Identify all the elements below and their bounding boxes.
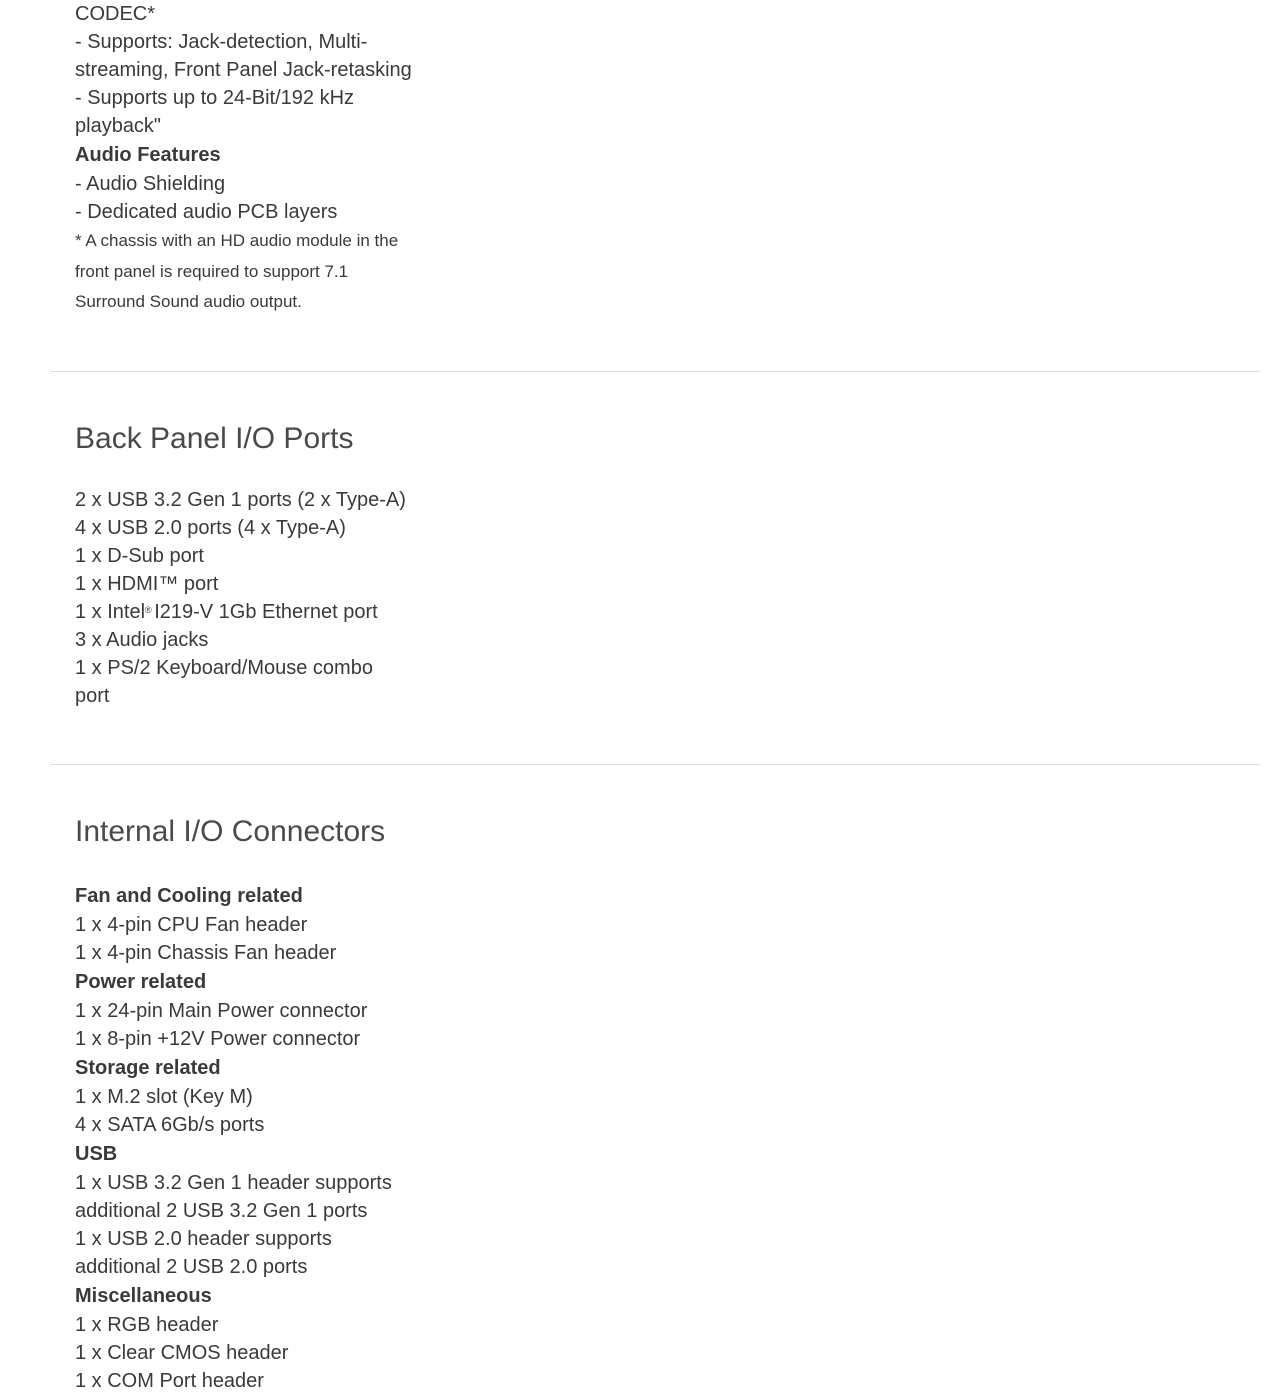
list-item: 4 x SATA 6Gb/s ports [75, 1114, 265, 1136]
audio-footnote-line: * A chassis with an HD audio module in the [75, 231, 399, 250]
list-item: 1 x USB 2.0 header supports [75, 1228, 332, 1250]
list-item: 1 x PS/2 Keyboard/Mouse combo [75, 657, 373, 679]
list-item: additional 2 USB 3.2 Gen 1 ports [75, 1200, 368, 1222]
group-heading-fan: Fan and Cooling related [75, 885, 303, 907]
list-item: 1 x COM Port header [75, 1370, 264, 1392]
list-item: 3 x Audio jacks [75, 629, 209, 651]
internal-connectors-list [75, 881, 430, 1395]
audio-features-heading: Audio Features [75, 144, 221, 166]
audio-supports-line: playback" [75, 115, 162, 137]
section-divider [50, 764, 1260, 765]
list-item: 1 x 24-pin Main Power connector [75, 1000, 368, 1022]
list-item: 2 x USB 3.2 Gen 1 ports (2 x Type-A) [75, 489, 406, 511]
list-item: 1 x USB 3.2 Gen 1 header supports [75, 1172, 392, 1194]
audio-footnote-line: front panel is required to support 7.1 [75, 261, 349, 281]
list-item: 1 x D-Sub port [75, 545, 204, 567]
registered-mark: ® [145, 605, 155, 615]
section-divider [50, 371, 1260, 372]
audio-supports-line: - Supports up to 24-Bit/192 kHz [75, 87, 355, 109]
section-title-internal: Internal I/O Connectors [75, 815, 386, 848]
audio-supports-line: - Supports: Jack-detection, Multi- [75, 31, 368, 53]
group-heading-misc: Miscellaneous [75, 1285, 212, 1307]
list-item: 1 x 4-pin CPU Fan header [75, 914, 308, 936]
list-item: additional 2 USB 2.0 ports [75, 1256, 308, 1278]
audio-spec-block [75, 0, 430, 318]
list-item: 1 x HDMI™ port [75, 573, 219, 595]
list-item-text: I219-V 1Gb Ethernet port [154, 601, 378, 623]
audio-footnote-line: Surround Sound audio output. [75, 292, 302, 311]
audio-supports-line: streaming, Front Panel Jack-retasking [75, 59, 412, 81]
audio-feature-item: - Audio Shielding [75, 173, 226, 195]
list-item: 1 x M.2 slot (Key M) [75, 1086, 253, 1108]
group-heading-usb: USB [75, 1143, 118, 1165]
list-item-text: 1 x Intel [75, 601, 146, 623]
list-item: 1 x 8-pin +12V Power connector [75, 1028, 361, 1050]
back-panel-list [75, 486, 430, 710]
audio-codec-line: CODEC* [75, 3, 156, 25]
audio-feature-item: - Dedicated audio PCB layers [75, 201, 338, 223]
list-item: 1 x 4-pin Chassis Fan header [75, 942, 337, 964]
list-item: 1 x Clear CMOS header [75, 1342, 289, 1364]
list-item [75, 598, 430, 626]
list-item: 4 x USB 2.0 ports (4 x Type-A) [75, 517, 346, 539]
list-item: 1 x RGB header [75, 1314, 219, 1336]
list-item: port [75, 685, 110, 707]
group-heading-power: Power related [75, 971, 207, 993]
group-heading-storage: Storage related [75, 1057, 221, 1079]
section-title-back-panel: Back Panel I/O Ports [75, 422, 354, 455]
